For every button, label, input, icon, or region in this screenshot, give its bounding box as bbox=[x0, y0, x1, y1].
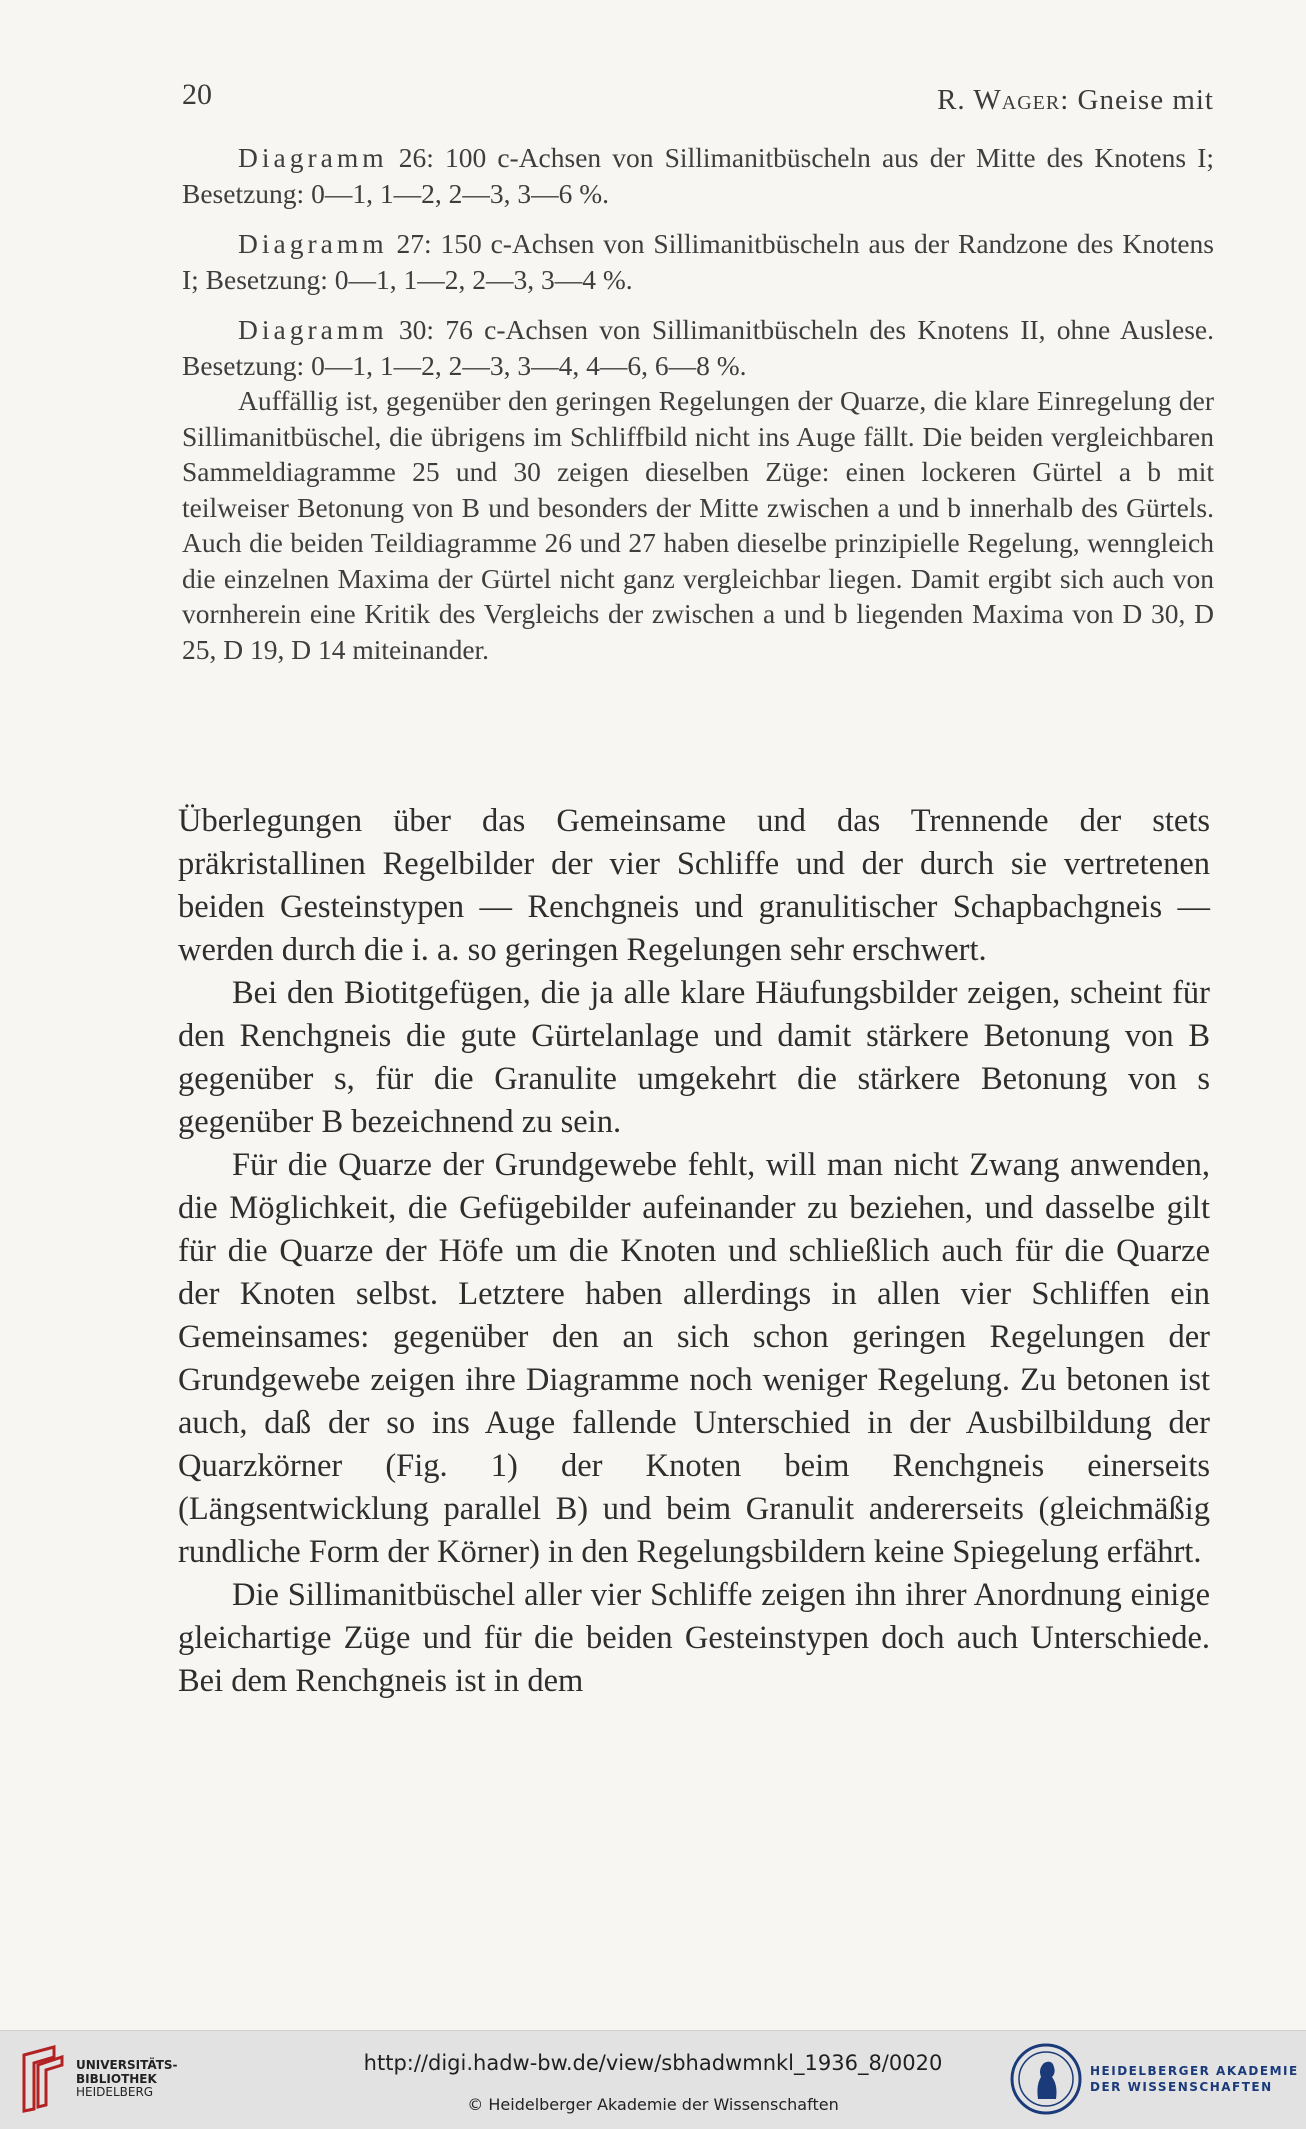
small-paragraph: Auffällig ist, gegenüber den geringen Regelungen der Quarze, die klare Einregelung der Sillimanitbüschel, die übrigens im Schliffbild nicht ins Auge fällt. Die beiden vergleichbaren Sammeldiagramme 25 und 30 zeigen dieselben Züge: einen lockeren Gürtel a b mit teilweiser Betonung von B und besonders der Mitte zwischen a und b innerhalb des Gürtels. Auch die beiden Teildiagramme 26 und 27 haben dieselbe prinzipielle Regelung, wenngleich die einzelnen Maxima der Gürtel nicht ganz vergleichbar liegen. Damit ergibt sich auch von vornherein eine Kritik des Vergleichs der zwischen a und b liegenden Maxima von D 30, D 25, D 19, D 14 miteinander. bbox=[182, 385, 1214, 665]
academy-line-2: DER WISSENSCHAFTEN bbox=[1090, 2080, 1273, 2094]
diagram-caption-text: 30: 76 c-Achsen von Sillimanitbüscheln des Knotens II, ohne Auslese. Besetzung: 0—1, 1—2, 2—3, 3—4, 4—6, 6—8 %. bbox=[182, 314, 1214, 381]
diagram-caption-text: 27: 150 c-Achsen von Sillimanitbüscheln aus der Randzone des Knotens I; Besetzung: 0—1, 1—2, 2—3, 3—4 %. bbox=[182, 228, 1214, 295]
diagram-label: Diagramm bbox=[238, 314, 388, 345]
page-number: 20 bbox=[182, 78, 212, 111]
page-header bbox=[182, 78, 1214, 118]
library-line-3: HEIDELBERG bbox=[76, 2085, 154, 2099]
diagram-label: Diagramm bbox=[238, 142, 388, 173]
diagram-caption-30 bbox=[182, 312, 1214, 383]
library-line-2: BIBLIOTHEK bbox=[76, 2071, 157, 2086]
academy-name[interactable] bbox=[1090, 2063, 1299, 2095]
academy-line-1: HEIDELBERGER AKADEMIE bbox=[1090, 2064, 1299, 2078]
running-head bbox=[937, 84, 1214, 117]
body-paragraph: Bei den Biotitgefügen, die ja alle klare Häufungsbilder zeigen, scheint für den Renchgneis die gute Gürtelanlage und damit stärkere Betonung von B gegenüber s, für die Granulite umgekehrt die stärkere Betonung von s gegenüber B bezeichnend zu sein. bbox=[178, 975, 1210, 1140]
running-head-author: R. Wager bbox=[937, 84, 1061, 116]
diagram-label: Diagramm bbox=[238, 228, 388, 259]
source-url-link[interactable]: http://digi.hadw-bw.de/view/sbhadwmnkl_1936_8/0020 bbox=[363, 2051, 943, 2075]
academy-seal-icon[interactable] bbox=[1008, 2041, 1084, 2117]
diagram-caption-text: 26: 100 c-Achsen von Sillimanitbüscheln aus der Mitte des Knotens I; Besetzung: 0—1, 1—2, 2—3, 3—6 %. bbox=[182, 142, 1214, 209]
copyright-notice: © Heidelberger Akademie der Wissenschaften bbox=[467, 2095, 839, 2114]
diagram-captions bbox=[182, 140, 1214, 667]
body-paragraph: Die Sillimanitbüschel aller vier Schliffe zeigen ihn ihrer Anordnung einige gleichartige Züge und für die beiden Gesteinstypen doch auch Unterschiede. Bei dem Renchgneis ist in dem bbox=[178, 1577, 1210, 1699]
diagram-caption-27 bbox=[182, 226, 1214, 297]
footer-bar bbox=[0, 2030, 1306, 2129]
diagram-caption-26 bbox=[182, 140, 1214, 211]
main-text bbox=[178, 800, 1210, 1703]
running-head-title: : Gneise mit bbox=[1060, 84, 1214, 116]
body-paragraph: Für die Quarze der Grundgewebe fehlt, will man nicht Zwang anwenden, die Möglichkeit, die Gefügebilder aufeinander zu beziehen, und dasselbe gilt für die Quarze der Höfe um die Knoten und schließlich auch für die Quarze der Knoten selbst. Letztere haben allerdings in allen vier Schliffen ein Gemeinsames: gegenüber den an sich schon geringen Regelungen der Grundgewebe zeigen ihre Diagramme noch weniger Regelung. Zu betonen ist auch, daß der so ins Auge fallende Unterschied in der Ausbilbildung der Quarzkörner (Fig. 1) der Knoten beim Renchgneis einerseits (Längsentwicklung parallel B) und beim Granulit andererseits (gleichmäßig rundliche Form der Körner) in den Regelungsbildern keine Spiegelung erfährt. bbox=[178, 1147, 1210, 1570]
body-paragraph: Überlegungen über das Gemeinsame und das Trennende der stets präkristallinen Regelbilder der vier Schliffe und der durch sie vertretenen beiden Gesteinstypen — Renchgneis und granulitischer Schapbachgneis — werden durch die i. a. so geringen Regelungen sehr erschwert. bbox=[178, 803, 1210, 968]
library-line-1: UNIVERSITÄTS- bbox=[76, 2058, 178, 2072]
